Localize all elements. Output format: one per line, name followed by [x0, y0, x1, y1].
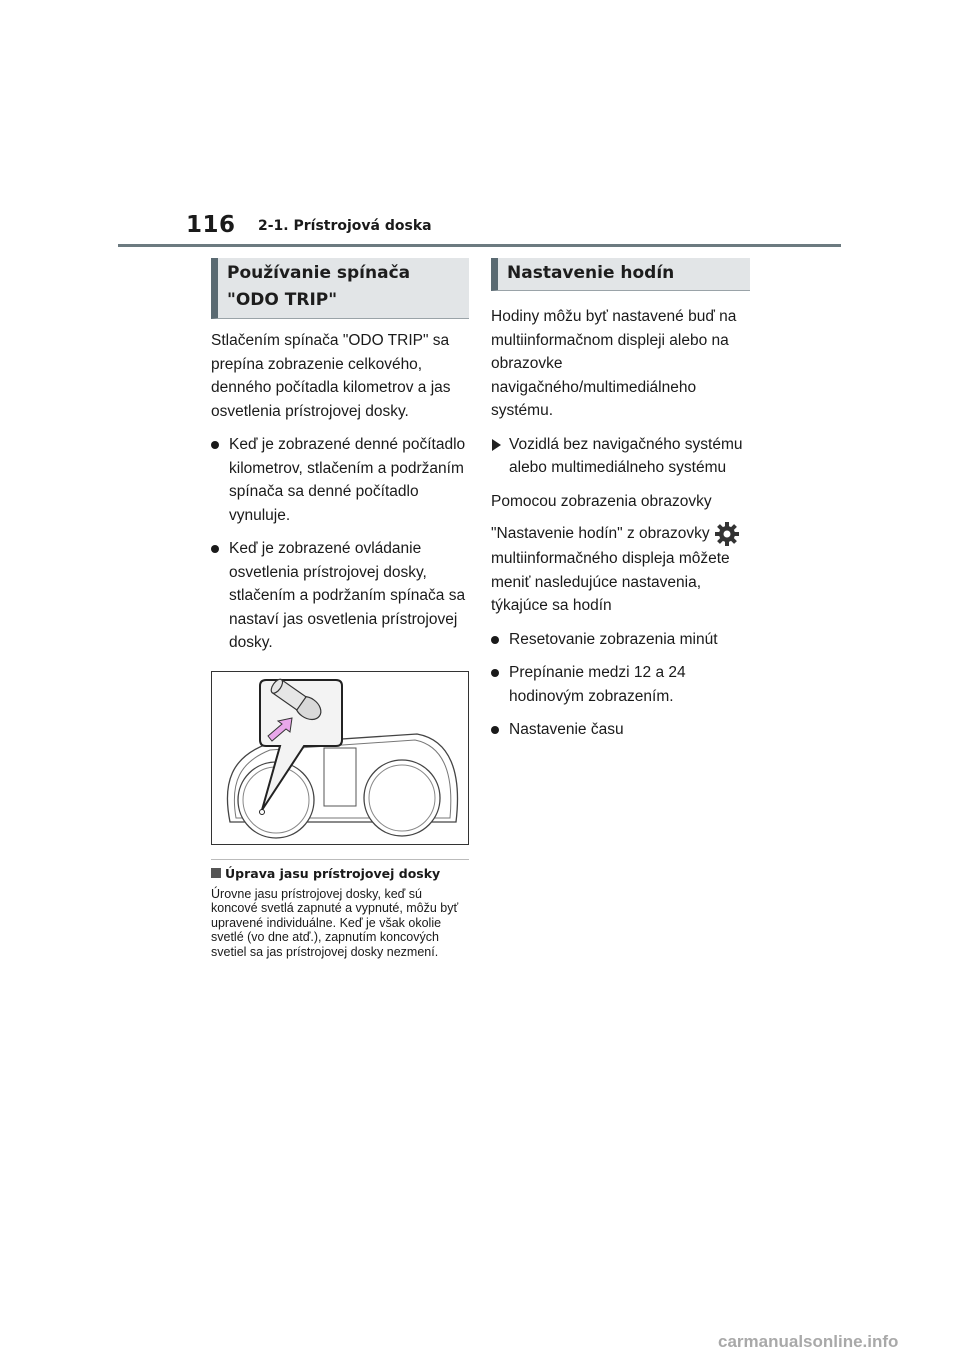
arrow-right-icon [492, 439, 501, 451]
bullet-dot-icon [211, 441, 219, 449]
vehicle-condition [491, 433, 750, 480]
note-square-icon [211, 868, 221, 878]
section-title-odo-trip: Používanie spínača "ODO TRIP" [211, 258, 469, 319]
list-item [211, 537, 469, 655]
header-rule [118, 244, 841, 247]
note-divider [211, 859, 469, 860]
instrument-cluster-illustration [211, 671, 469, 845]
gear-icon [714, 521, 740, 547]
clock-intro: Hodiny môžu byť nastavené buď na multiinformačnom displeji alebo na obrazovke navigačného/multimediálneho systému. [491, 308, 737, 419]
list-item [491, 661, 750, 708]
odo-trip-intro: Stlačením spínača "ODO TRIP" sa prepína zobrazenie celkového, denného počítadla kilometrov a jas osvetlenia prístrojovej dosky. [211, 332, 451, 420]
note-title [211, 866, 469, 881]
clock-para-2: Pomocou zobrazenia obrazovky [491, 492, 712, 510]
list-item-text: Prepínanie medzi 12 a 24 hodinovým zobrazením. [509, 664, 686, 705]
watermark: carmanualsonline.info [718, 1332, 899, 1351]
odo-trip-bullets [211, 433, 469, 655]
list-item-text: Nastavenie času [509, 721, 624, 738]
cluster-svg [212, 672, 468, 844]
section-title-clock: Nastavenie hodín [491, 258, 750, 291]
bullet-dot-icon [491, 669, 499, 677]
clock-bullets [491, 628, 750, 742]
chapter-title: 2-1. Prístrojová doska [258, 218, 432, 234]
right-column [491, 258, 750, 752]
vehicle-condition-text: Vozidlá bez navigačného systému alebo multimediálneho systému [509, 435, 743, 476]
list-item [211, 433, 469, 527]
list-item-text: Resetovanie zobrazenia minút [509, 630, 718, 648]
left-column [211, 258, 469, 959]
clock-para-3-after: multiinformačného displeja môžete meniť nasledujúce nastavenia, týkajúce sa hodín [491, 550, 730, 614]
bullet-dot-icon [211, 545, 219, 553]
list-item [491, 628, 750, 652]
bullet-dot-icon [491, 726, 499, 734]
list-item-text: Keď je zobrazené ovládanie osvetlenia prístrojovej dosky, stlačením a podržaním spínača sa nastaví jas osvetlenia prístrojovej dosky. [229, 540, 466, 651]
list-item-text: Keď je zobrazené denné počítadlo kilometrov, stlačením a podržaním spínača sa denné počítadlo vynuluje. [229, 436, 466, 524]
list-item [491, 718, 750, 742]
note-title-text: Úprava jasu prístrojovej dosky [225, 865, 441, 881]
note-text: Úrovne jasu prístrojovej dosky, keď sú koncové svetlá zapnuté a vypnuté, môžu byť upravené individuálne. Keď je však okolie svetlé (vo dne atď.), zapnutím koncových svetiel sa jas prístrojovej dosky nezmení. [211, 886, 459, 959]
page-number: 116 [186, 212, 236, 238]
clock-para-3-before: "Nastavenie hodín" z obrazovky [491, 525, 710, 543]
clock-para-3 [491, 521, 750, 618]
bullet-dot-icon [491, 636, 499, 644]
